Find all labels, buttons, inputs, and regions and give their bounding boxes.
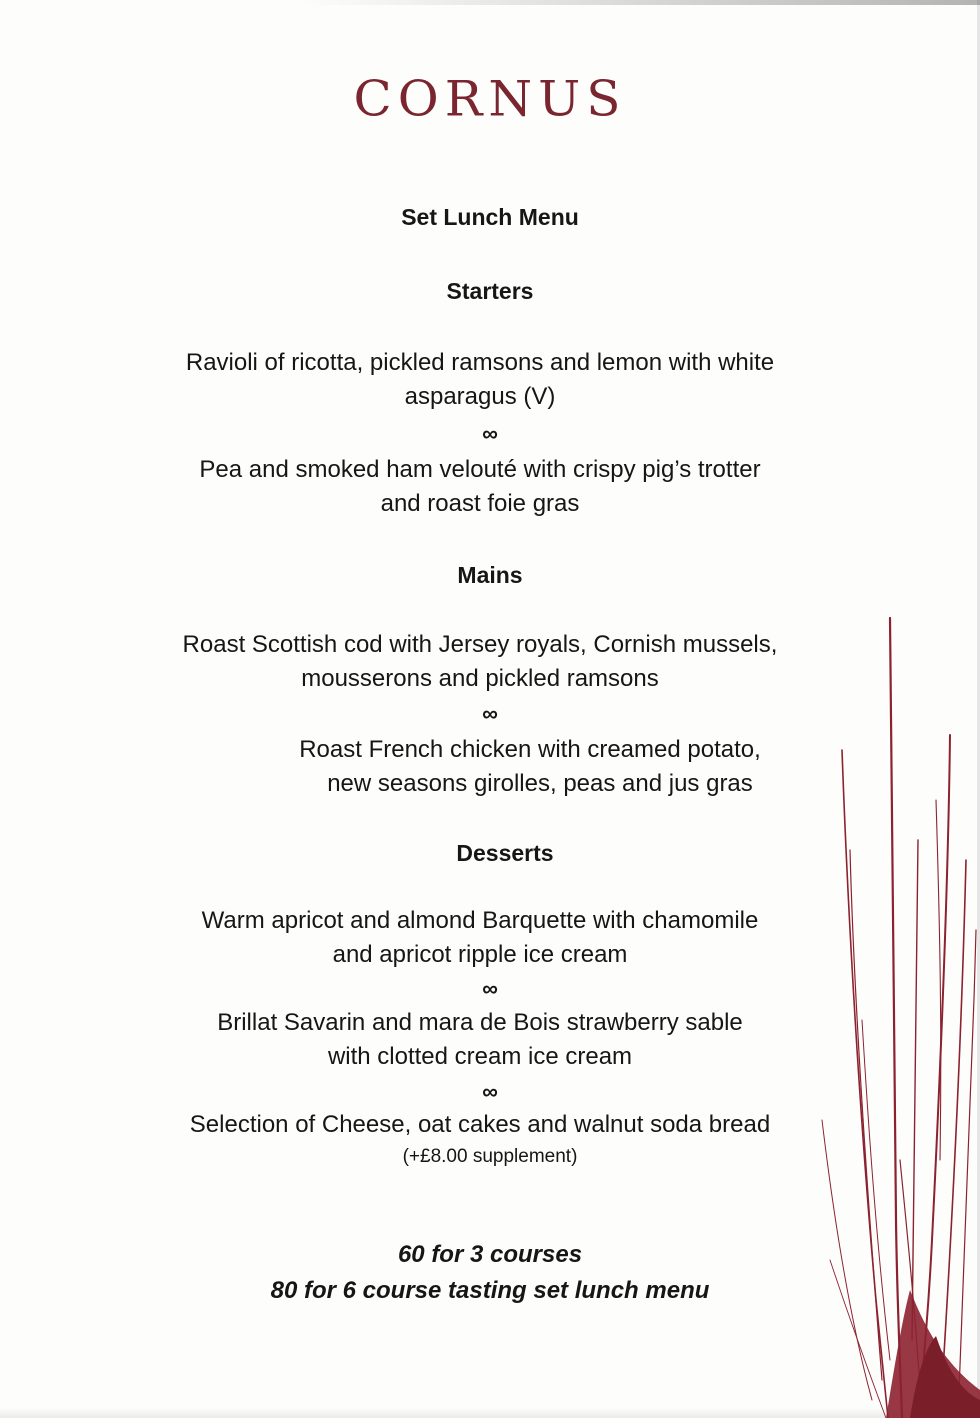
menu-title: Set Lunch Menu <box>401 204 579 230</box>
price-tasting-menu: 80 for 6 course tasting set lunch menu <box>270 1277 710 1304</box>
menu-item-line: and apricot ripple ice cream <box>332 941 628 968</box>
menu-item-line: and roast foie gras <box>380 490 580 517</box>
restaurant-logo: CORNUS <box>353 70 627 128</box>
menu-item-line: Roast French chicken with creamed potato, <box>299 736 761 763</box>
section-heading-starters: Starters <box>446 278 534 304</box>
menu-item-starter-1 <box>120 346 840 414</box>
menu-item-line: asparagus (V) <box>404 383 556 410</box>
decorative-branches-icon <box>790 600 980 1418</box>
menu-item-dessert-1 <box>120 904 840 972</box>
section-heading-desserts: Desserts <box>456 840 554 866</box>
menu-item-line: Ravioli of ricotta, pickled ramsons and lemon with white <box>185 349 775 376</box>
menu-item-dessert-2 <box>120 1006 840 1074</box>
menu-item-line: new seasons girolles, peas and jus gras <box>327 770 753 797</box>
section-heading-mains: Mains <box>457 562 523 588</box>
price-3-courses: 60 for 3 courses <box>397 1241 583 1268</box>
item-separator: ∞ <box>482 421 498 446</box>
menu-item-starter-2 <box>120 453 840 521</box>
item-separator: ∞ <box>482 976 498 1001</box>
menu-item-dessert-3 <box>120 1108 840 1142</box>
menu-item-line: with clotted cream ice cream <box>327 1043 633 1070</box>
menu-item-line: Pea and smoked ham velouté with crispy pig’s trotter <box>199 456 761 483</box>
menu-item-line: Warm apricot and almond Barquette with chamomile <box>201 907 759 934</box>
supplement-note: (+£8.00 supplement) <box>402 1146 578 1167</box>
menu-item-line: mousserons and pickled ramsons <box>301 665 659 692</box>
item-separator: ∞ <box>482 1079 498 1104</box>
menu-item-line: Brillat Savarin and mara de Bois strawberry sable <box>217 1009 743 1036</box>
menu-item-main-1 <box>120 628 840 696</box>
menu-item-line: Roast Scottish cod with Jersey royals, Cornish mussels, <box>182 631 778 658</box>
item-separator: ∞ <box>482 701 498 726</box>
menu-item-line: Selection of Cheese, oat cakes and walnut soda bread <box>189 1111 771 1138</box>
scan-shadow <box>300 0 980 5</box>
